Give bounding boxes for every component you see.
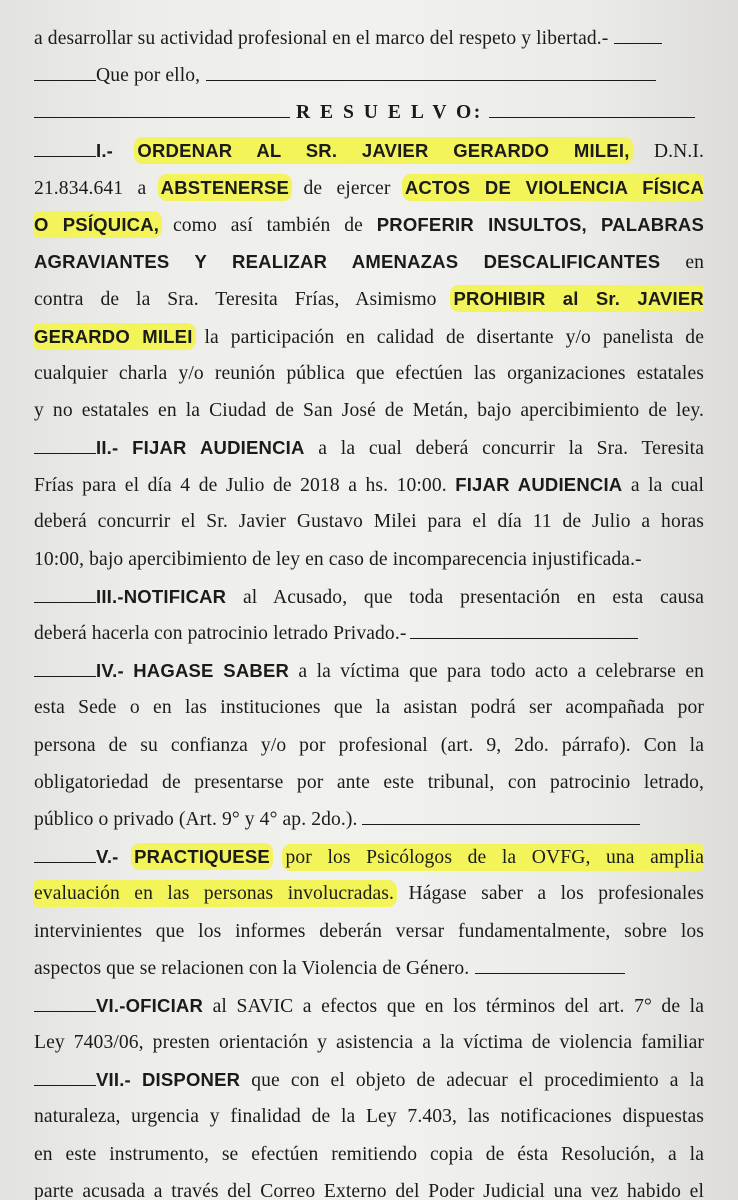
item-line: en este instrumento, se efectúen remitiendo copia de ésta Resolución, a la	[34, 1143, 704, 1165]
item-line: esta Sede o en las instituciones que la asistan podrá ser acompañada por	[34, 697, 704, 719]
item-line: VI.-OFICIAR al SAVIC a efectos que en los términos del art. 7° de la	[34, 987, 704, 1024]
item-number: II.-	[96, 437, 119, 459]
item-number: III.-	[96, 585, 124, 607]
item-line: naturaleza, urgencia y finalidad de la Ley 7.403, las notificaciones dispuestas	[34, 1106, 704, 1128]
item-number: VII.-	[96, 1069, 131, 1091]
item-number: VI.-	[96, 994, 126, 1016]
intro-line: Que por ello,	[34, 57, 704, 94]
item-line: intervinientes que los informes deberán versar fundamentalmente, sobre los	[34, 920, 704, 942]
item-line: V.- PRACTIQUESE por los Psicólogos de la OVFG, una amplia	[34, 838, 704, 875]
item-line: público o privado (Art. 9° y 4° ap. 2do.).	[34, 801, 704, 838]
item-line: O PSÍQUICA, como así también de PROFERIR INSULTOS, PALABRAS	[34, 213, 704, 236]
item-line: aspectos que se relacionen con la Violencia de Género.	[34, 950, 704, 987]
intro-line: a desarrollar su actividad profesional en el marco del respeto y libertad.-	[34, 20, 704, 57]
heading-line	[34, 94, 704, 131]
item-line: 21.834.641 a ABSTENERSE de ejercer ACTOS DE VIOLENCIA FÍSICA	[34, 176, 704, 199]
item-number: IV.-	[96, 660, 124, 682]
item-line: persona de su confianza y/o por profesional (art. 9, 2do. párrafo). Con la	[34, 734, 704, 756]
item-line: 10:00, bajo apercibimiento de ley en caso de incomparecencia injustificada.-	[34, 548, 642, 570]
item-line: GERARDO MILEI la participación en calidad de disertante y/o panelista de	[34, 325, 704, 348]
item-number: V.-	[96, 846, 119, 868]
item-line: evaluación en las personas involucradas. Hágase saber a los profesionales	[34, 883, 704, 905]
resuelvo-heading: R E S U E L V O:	[296, 102, 483, 124]
item-line: III.-NOTIFICAR al Acusado, que toda presentación en esta causa	[34, 578, 704, 615]
item-line: II.- FIJAR AUDIENCIA a la cual deberá concurrir la Sra. Teresita	[34, 429, 704, 466]
item-line: VII.- DISPONER que con el objeto de adecuar el procedimiento a la	[34, 1061, 704, 1098]
item-number: I.-	[96, 139, 114, 161]
item-line: Frías para el día 4 de Julio de 2018 a hs. 10:00. FIJAR AUDIENCIA a la cual	[34, 474, 704, 497]
blank-rule	[489, 116, 695, 118]
item-line: y no estatales en la Ciudad de San José de Metán, bajo apercibimiento de ley.	[34, 399, 704, 421]
blank-rule	[34, 79, 96, 81]
item-line: contra de la Sra. Teresita Frías, Asimismo PROHIBIR al Sr. JAVIER	[34, 288, 704, 311]
item-line: AGRAVIANTES Y REALIZAR AMENAZAS DESCALIFICANTES en	[34, 251, 704, 274]
item-line: IV.- HAGASE SABER a la víctima que para todo acto a celebrarse en	[34, 652, 704, 689]
resolution-text	[34, 20, 704, 1200]
item-line: I.- ORDENAR AL SR. JAVIER GERARDO MILEI, D.N.I.	[34, 132, 704, 169]
item-line: deberá concurrir el Sr. Javier Gustavo Milei para el día 11 de Julio a horas	[34, 511, 704, 533]
item-line: parte acusada a través del Correo Externo del Poder Judicial una vez habido el	[34, 1180, 704, 1200]
item-line: cualquier charla y/o reunión pública que efectúen las organizaciones estatales	[34, 362, 704, 384]
blank-rule	[206, 79, 656, 81]
item-line: deberá hacerla con patrocinio letrado Privado.-	[34, 615, 704, 652]
item-line: Ley 7403/06, presten orientación y asistencia a la víctima de violencia familiar	[34, 1032, 704, 1054]
blank-rule	[614, 42, 662, 44]
item-line: obligatoriedad de presentarse por ante este tribunal, con patrocinio letrado,	[34, 771, 704, 793]
blank-rule	[34, 116, 290, 118]
